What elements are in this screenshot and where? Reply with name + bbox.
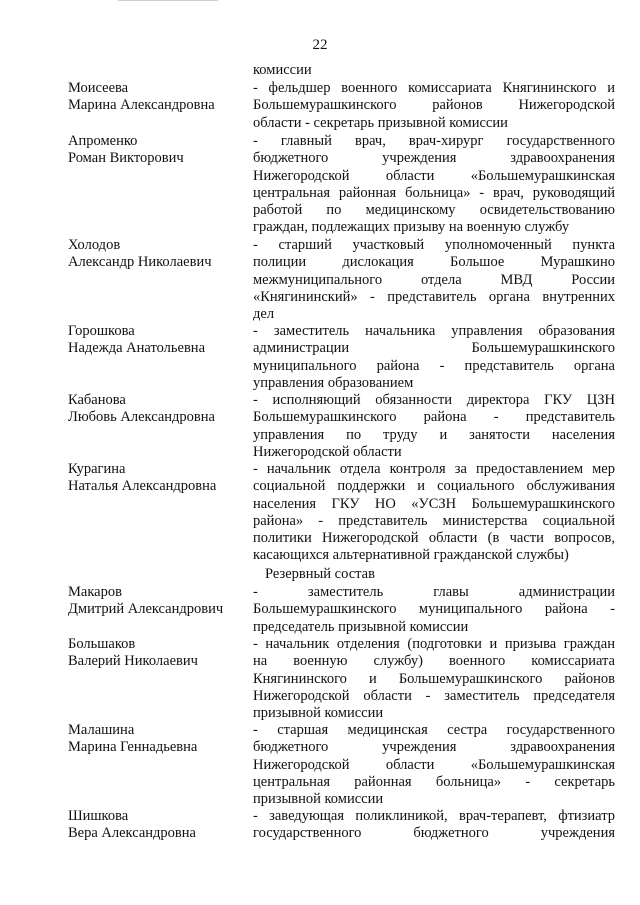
member-surname: Моисеева xyxy=(68,80,129,96)
member-role xyxy=(253,461,615,565)
member-surname: Кабанова xyxy=(68,392,126,408)
role-line: - начальник отдела контроля за предоставлением мер xyxy=(253,461,615,477)
continuation-text: комиссии xyxy=(253,62,312,78)
member-name xyxy=(68,636,248,671)
member-role xyxy=(253,323,615,392)
member-name xyxy=(68,461,248,496)
role-line: Нижегородской области «Большемурашкинская xyxy=(253,756,615,773)
member-given-names: Наталья Александровна xyxy=(68,478,217,495)
member-name xyxy=(68,133,248,168)
role-line: бюджетного учреждения здравоохранения xyxy=(253,150,615,167)
role-line: Большемурашкинского муниципального района - xyxy=(253,601,615,618)
role-line: района» - представитель министерства социальной xyxy=(253,512,615,529)
role-line: - фельдшер военного комиссариата Княгининского и xyxy=(253,80,615,96)
role-line: управления образованием xyxy=(253,374,414,391)
member-given-names: Александр Николаевич xyxy=(68,254,212,271)
role-line: политики Нижегородской области (в части вопросов, xyxy=(253,530,615,547)
member-given-names: Надежда Анатольевна xyxy=(68,340,205,357)
member-name xyxy=(68,323,248,358)
role-line: - заместитель главы администрации xyxy=(253,584,615,600)
member-given-names: Вера Александровна xyxy=(68,825,196,842)
role-line: Нижегородской области - заместитель председателя xyxy=(253,687,615,704)
role-line: социальной поддержки и социального обслуживания xyxy=(253,478,615,495)
member-surname: Большаков xyxy=(68,636,136,652)
role-line: - главный врач, врач-хирург государственного xyxy=(253,133,615,149)
member-given-names: Марина Александровна xyxy=(68,97,215,114)
scan-artifact xyxy=(118,0,218,5)
member-name xyxy=(68,392,248,427)
member-given-names: Дмитрий Александрович xyxy=(68,601,224,618)
member-surname: Горошкова xyxy=(68,323,135,339)
member-role xyxy=(253,808,615,843)
member-role xyxy=(253,80,615,132)
page-number: 22 xyxy=(312,37,328,53)
member-given-names: Марина Геннадьевна xyxy=(68,739,198,756)
member-name xyxy=(68,808,248,843)
role-line: муниципального района - представитель органа xyxy=(253,357,615,374)
role-line: граждан, подлежащих призыву на военную службу xyxy=(253,219,570,236)
member-name xyxy=(68,80,248,115)
role-line: населения ГКУ НО «УСЗН Большемурашкинского xyxy=(253,495,615,512)
role-line: администрации Большемурашкинского xyxy=(253,340,615,357)
role-line: дел xyxy=(253,306,275,323)
role-line: полиции дислокация Большое Мурашкино xyxy=(253,254,615,271)
role-line: работой по медицинскому освидетельствованию xyxy=(253,202,615,219)
member-surname: Шишкова xyxy=(68,808,129,824)
member-name xyxy=(68,722,248,757)
member-role xyxy=(253,237,615,323)
member-given-names: Валерий Николаевич xyxy=(68,653,198,670)
role-line: Нижегородской области xyxy=(253,443,402,460)
role-line: - заведующая поликлиникой, врач-терапевт, фтизиатр xyxy=(253,808,615,824)
member-role xyxy=(253,392,615,461)
reserve-section-title: Резервный состав xyxy=(265,566,375,582)
role-line: - старший участковый уполномоченный пункта xyxy=(253,237,615,253)
role-line: - старшая медицинская сестра государственного xyxy=(253,722,615,738)
member-surname: Курагина xyxy=(68,461,126,477)
member-given-names: Любовь Александровна xyxy=(68,409,215,426)
role-line: центральная районная больница» - врач, руководящий xyxy=(253,184,615,201)
role-line: Большемурашкинского районов Нижегородской xyxy=(253,97,615,114)
role-line: - начальник отделения (подготовки и призыва граждан xyxy=(253,636,615,652)
role-line: межмуниципального отдела МВД России xyxy=(253,271,615,288)
role-line: касающихся альтернативной гражданской службы) xyxy=(253,547,569,564)
member-role xyxy=(253,636,615,722)
role-line: на военную службу) военного комиссариата xyxy=(253,653,615,670)
member-name xyxy=(68,584,248,619)
role-line: управления по труду и занятости населения xyxy=(253,426,615,443)
role-line: призывной комиссии xyxy=(253,791,384,808)
role-line: Большемурашкинского района - представитель xyxy=(253,409,615,426)
role-line: Княгининского и Большемурашкинского районов xyxy=(253,670,615,687)
role-line: центральная районная больница» - секретарь xyxy=(253,773,615,790)
role-line: бюджетного учреждения здравоохранения xyxy=(253,739,615,756)
member-surname: Холодов xyxy=(68,237,121,253)
role-line: Нижегородской области «Большемурашкинская xyxy=(253,167,615,184)
role-line: государственного бюджетного учреждения xyxy=(253,825,615,842)
member-surname: Апроменко xyxy=(68,133,138,149)
role-line: - исполняющий обязанности директора ГКУ ЦЗН xyxy=(253,392,615,408)
member-surname: Малашина xyxy=(68,722,135,738)
role-line: - заместитель начальника управления образования xyxy=(253,323,615,339)
member-role xyxy=(253,722,615,808)
role-line: председатель призывной комиссии xyxy=(253,618,469,635)
role-line: области - секретарь призывной комиссии xyxy=(253,114,508,131)
member-surname: Макаров xyxy=(68,584,122,600)
role-line: «Княгининский» - представитель органа внутренних xyxy=(253,288,615,305)
member-role xyxy=(253,133,615,237)
member-role xyxy=(253,584,615,636)
member-given-names: Роман Викторович xyxy=(68,150,184,167)
role-line: призывной комиссии xyxy=(253,705,384,722)
member-name xyxy=(68,237,248,272)
